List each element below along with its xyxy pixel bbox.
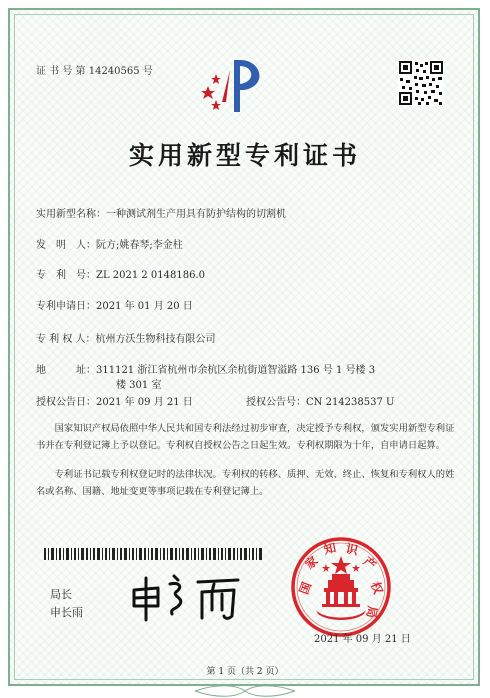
svg-text:权: 权 [368, 579, 386, 596]
field-label: 地 址： [36, 365, 96, 376]
svg-text:国: 国 [296, 580, 315, 597]
field-address-line2: 楼 301 室 [116, 380, 162, 391]
svg-text:知: 知 [322, 540, 338, 557]
director-signature [128, 570, 248, 624]
field-value: 311121 浙江省杭州市余杭区余杭街道智溢路 136 号 1 号楼 3 [96, 365, 376, 376]
field-value: 一种测试剂生产用具有防护结构的切割机 [106, 209, 286, 220]
svg-text:识: 识 [344, 541, 360, 558]
qr-code-icon [398, 60, 444, 106]
field-inventors [36, 236, 183, 251]
cnipa-logo-icon [196, 56, 272, 116]
field-label: 授权公告日： [36, 397, 96, 408]
field-value: ZL 2021 2 0148186.0 [96, 270, 206, 281]
field-announcement-number [246, 393, 394, 408]
field-value: 2021 年 01 月 20 日 [96, 301, 193, 312]
field-patent-number [36, 266, 205, 281]
field-announcement-date [36, 393, 193, 408]
field-address [36, 361, 375, 376]
field-value: 2021 年 09 月 21 日 [96, 397, 193, 408]
page-number: 第 1 页（共 2 页） [206, 667, 284, 677]
svg-text:家: 家 [302, 553, 321, 572]
field-value: 阮方;姚春琴;李金柱 [96, 240, 183, 251]
field-filing-date [36, 297, 193, 312]
legal-status-paragraph: 专利证书记载专利权登记时的法律状况。专利权的转移、质押、无效、终止、恢复和专利权人的姓名或名称、国籍、地址变更等事项记载在专利登记簿上。 [36, 469, 455, 497]
svg-text:局: 局 [363, 604, 380, 620]
field-label: 实用新型名称： [36, 209, 106, 220]
field-label: 专利申请日： [36, 301, 96, 312]
field-patentee [36, 330, 216, 345]
official-seal-icon [290, 536, 392, 638]
decorative-flourish-icon [185, 684, 305, 698]
field-label: 专 利 号： [36, 270, 96, 281]
certificate-number: 证 书 号 第 14240565 号 [36, 66, 153, 77]
barcode-icon [44, 548, 264, 560]
director-name: 申长雨 [50, 606, 83, 619]
certificate-title: 实用新型专利证书 [128, 141, 361, 170]
seal-date: 2021 年 09 月 21 日 [314, 634, 411, 645]
field-label: 发 明 人： [36, 240, 96, 251]
svg-text:产: 产 [360, 554, 379, 573]
director-role: 局长 [50, 588, 72, 601]
field-value: 杭州方沃生物科技有限公司 [95, 334, 216, 345]
grant-paragraph: 国家知识产权局依照中华人民共和国专利法经过初步审查，决定授予专利权，颁发实用新型专利证书并在专利登记簿上予以登记。专利权自授权公告之日起生效。专利权期限为十年，自申请日起算。 [36, 423, 455, 451]
field-label: 专 利 权 人： [36, 334, 96, 345]
field-value: CN 214238537 U [306, 397, 395, 408]
field-label: 授权公告号： [246, 397, 306, 408]
field-utility-model-name [36, 205, 286, 220]
